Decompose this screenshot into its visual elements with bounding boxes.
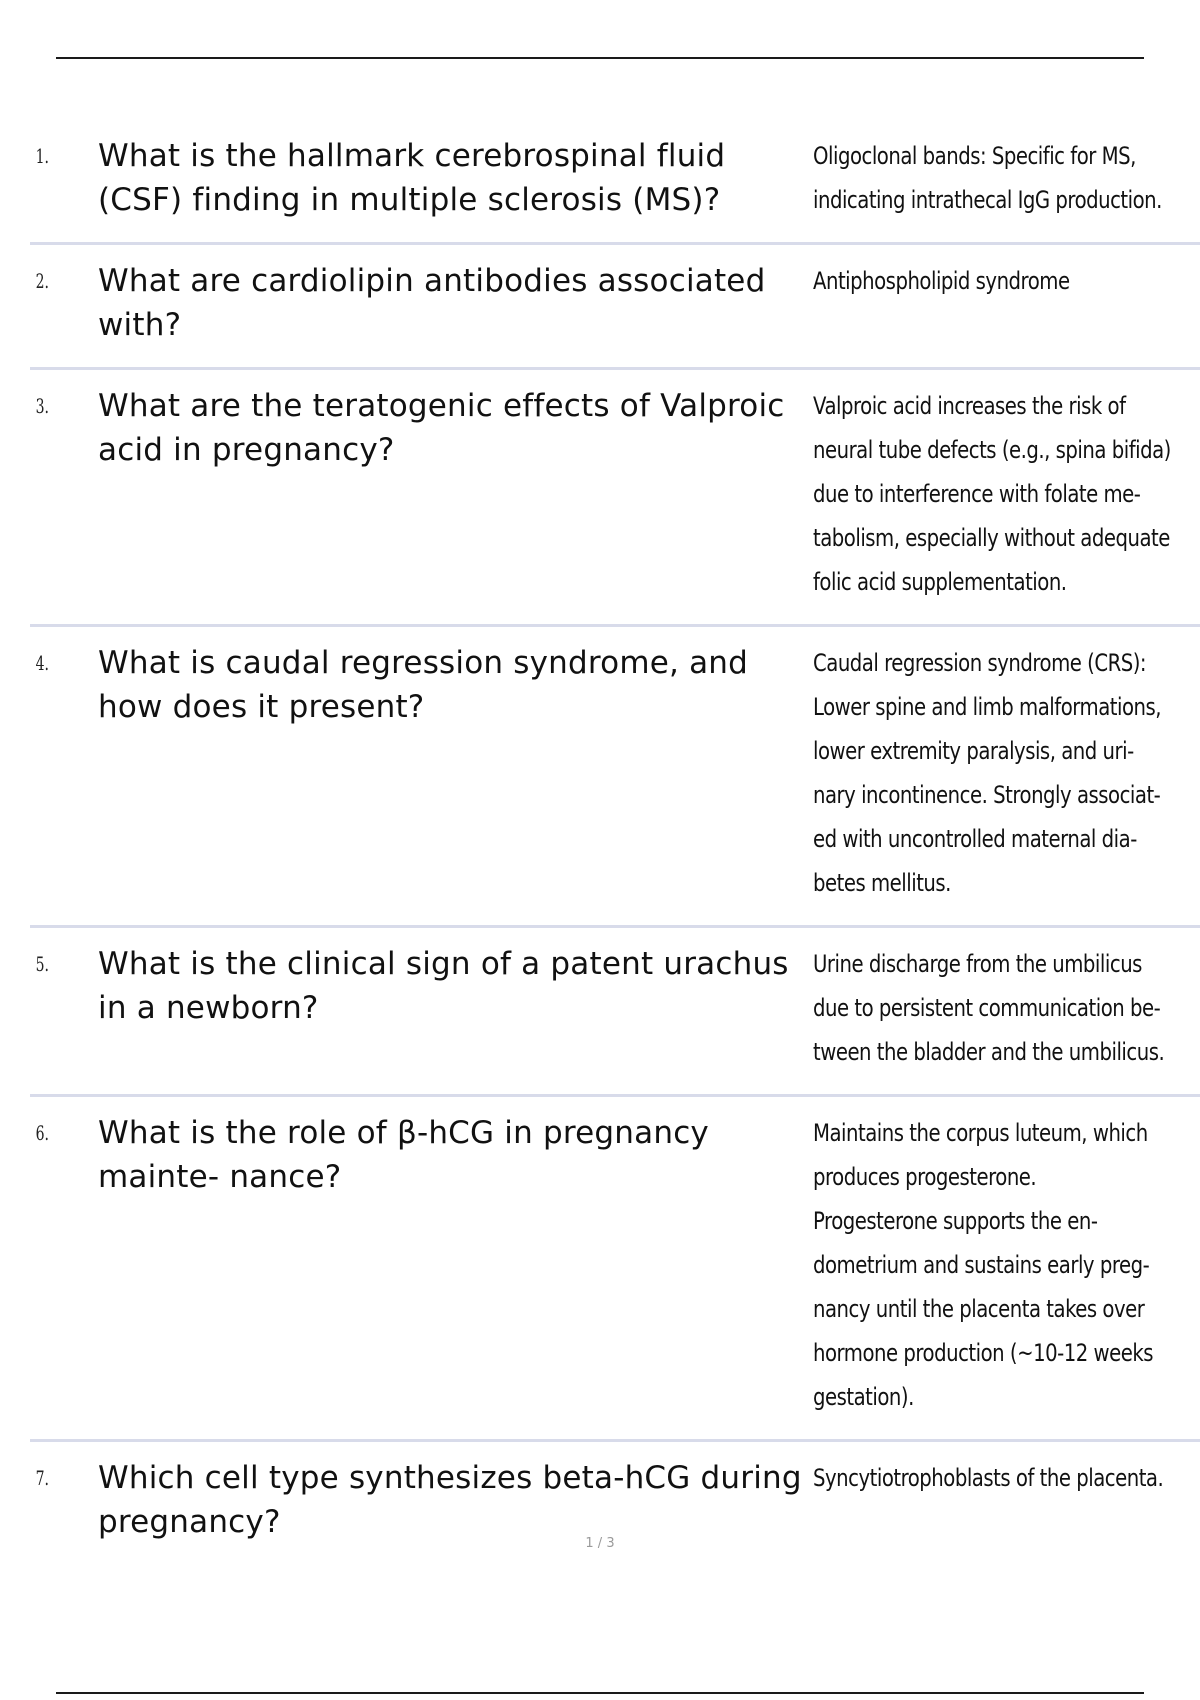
answer-text	[813, 384, 1198, 604]
question-text: What is the role of β-hCG in pregnancy mainte- nance?	[98, 1115, 709, 1195]
qa-row-6	[30, 1097, 1200, 1442]
qa-row-1	[30, 120, 1200, 245]
answer-text	[813, 1111, 1198, 1419]
answer-text	[813, 1456, 1198, 1500]
item-number: 5.	[35, 952, 49, 976]
qa-list	[30, 120, 1200, 1564]
answer-inner: Maintains the corpus luteum, which produces progesterone. Progesterone supports the en- dometrium and sustains early preg- nancy until the placenta takes over hormone production (~10-12 weeks gestation).	[813, 1119, 1154, 1411]
item-number: 4.	[35, 651, 49, 675]
bottom-rule	[56, 1692, 1144, 1694]
question-text: What is the hallmark cerebrospinal fluid (CSF) finding in multiple sclerosis (MS)?	[98, 138, 726, 218]
answer-inner: Valproic acid increases the risk of neural tube defects (e.g., spina bifida) due to interference with folate me- tabolism, especially without adequate folic acid supplementation.	[813, 392, 1171, 596]
question-text: What is caudal regression syndrome, and how does it present?	[98, 645, 749, 725]
answer-inner: Caudal regression syndrome (CRS): Lower spine and limb malformations, lower extremity paralysis, and uri- nary incontinence. Strongly associat- ed with uncontrolled maternal dia- betes mellitus.	[813, 649, 1162, 897]
qa-row-4	[30, 627, 1200, 928]
answer-inner: Oligoclonal bands: Specific for MS, indicating intrathecal IgG production.	[813, 142, 1162, 214]
answer-text	[813, 134, 1198, 222]
page-number: 1 / 3	[585, 1536, 615, 1551]
item-number: 7.	[35, 1466, 49, 1490]
question-text: What is the clinical sign of a patent urachus in a newborn?	[98, 946, 789, 1026]
qa-row-2	[30, 245, 1200, 370]
answer-inner: Urine discharge from the umbilicus due to persistent communication be- tween the bladder and the umbilicus.	[813, 950, 1165, 1066]
answer-text	[813, 259, 1198, 303]
item-number: 2.	[35, 269, 49, 293]
question-text: What are cardiolipin antibodies associated with?	[98, 263, 766, 343]
item-number: 1.	[35, 144, 49, 168]
item-number: 6.	[35, 1121, 49, 1145]
qa-row-3	[30, 370, 1200, 627]
answer-text	[813, 641, 1198, 905]
answer-inner: Syncytiotrophoblasts of the placenta.	[813, 1464, 1164, 1492]
answer-inner: Antiphospholipid syndrome	[813, 267, 1070, 295]
question-text: Which cell type synthesizes beta-hCG during pregnancy?	[98, 1460, 802, 1540]
top-rule	[56, 57, 1144, 59]
item-number: 3.	[35, 394, 49, 418]
answer-text	[813, 942, 1198, 1074]
qa-row-5	[30, 928, 1200, 1097]
question-text: What are the teratogenic effects of Valproic acid in pregnancy?	[98, 388, 785, 468]
